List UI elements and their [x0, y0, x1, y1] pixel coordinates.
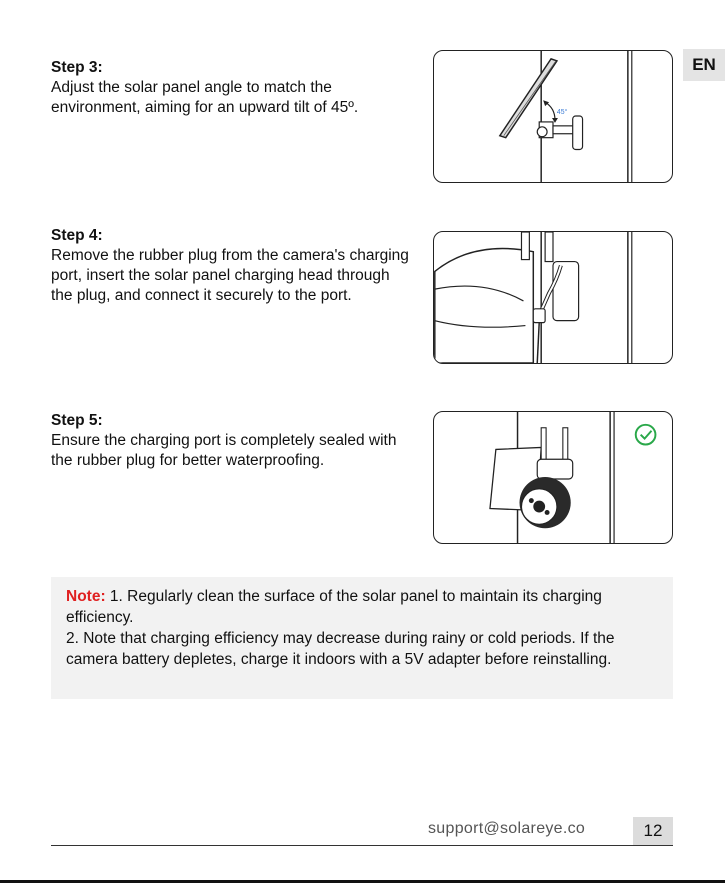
step-5 [51, 411, 411, 471]
step-3 [51, 58, 411, 118]
solar-panel-tilt-illustration [434, 51, 672, 182]
step-4-title: Step 4: [51, 227, 103, 244]
note-line-1: 1. Regularly clean the surface of the solar panel to maintain its charging efficiency. [66, 588, 602, 626]
step-3-title: Step 3: [51, 59, 103, 76]
note-box [51, 577, 673, 699]
support-email: support@solareye.co [428, 820, 586, 837]
note-label: Note: [66, 588, 106, 605]
step-4 [51, 226, 411, 306]
language-tab: EN [683, 49, 725, 81]
sealed-camera-illustration [434, 412, 672, 543]
note-line-2: 2. Note that charging efficiency may decrease during rainy or cold periods. If the camera battery depletes, charge it indoors with a 5V adapter before reinstalling. [66, 630, 615, 668]
step-5-title: Step 5: [51, 412, 103, 429]
page-number: 12 [633, 817, 673, 845]
check-icon [636, 425, 656, 445]
step-5-text: Ensure the charging port is completely sealed with the rubber plug for better waterproofing. [51, 432, 397, 469]
step-4-illustration [433, 231, 673, 364]
angle-label: 45° [556, 109, 568, 117]
step-4-text: Remove the rubber plug from the camera's charging port, insert the solar panel charging head through the plug, and connect it securely to the port. [51, 247, 409, 304]
step-3-illustration [433, 50, 673, 183]
step-5-illustration [433, 411, 673, 544]
step-3-text: Adjust the solar panel angle to match the environment, aiming for an upward tilt of 45º. [51, 79, 359, 116]
footer-divider [51, 845, 673, 846]
charging-port-illustration [434, 232, 672, 363]
